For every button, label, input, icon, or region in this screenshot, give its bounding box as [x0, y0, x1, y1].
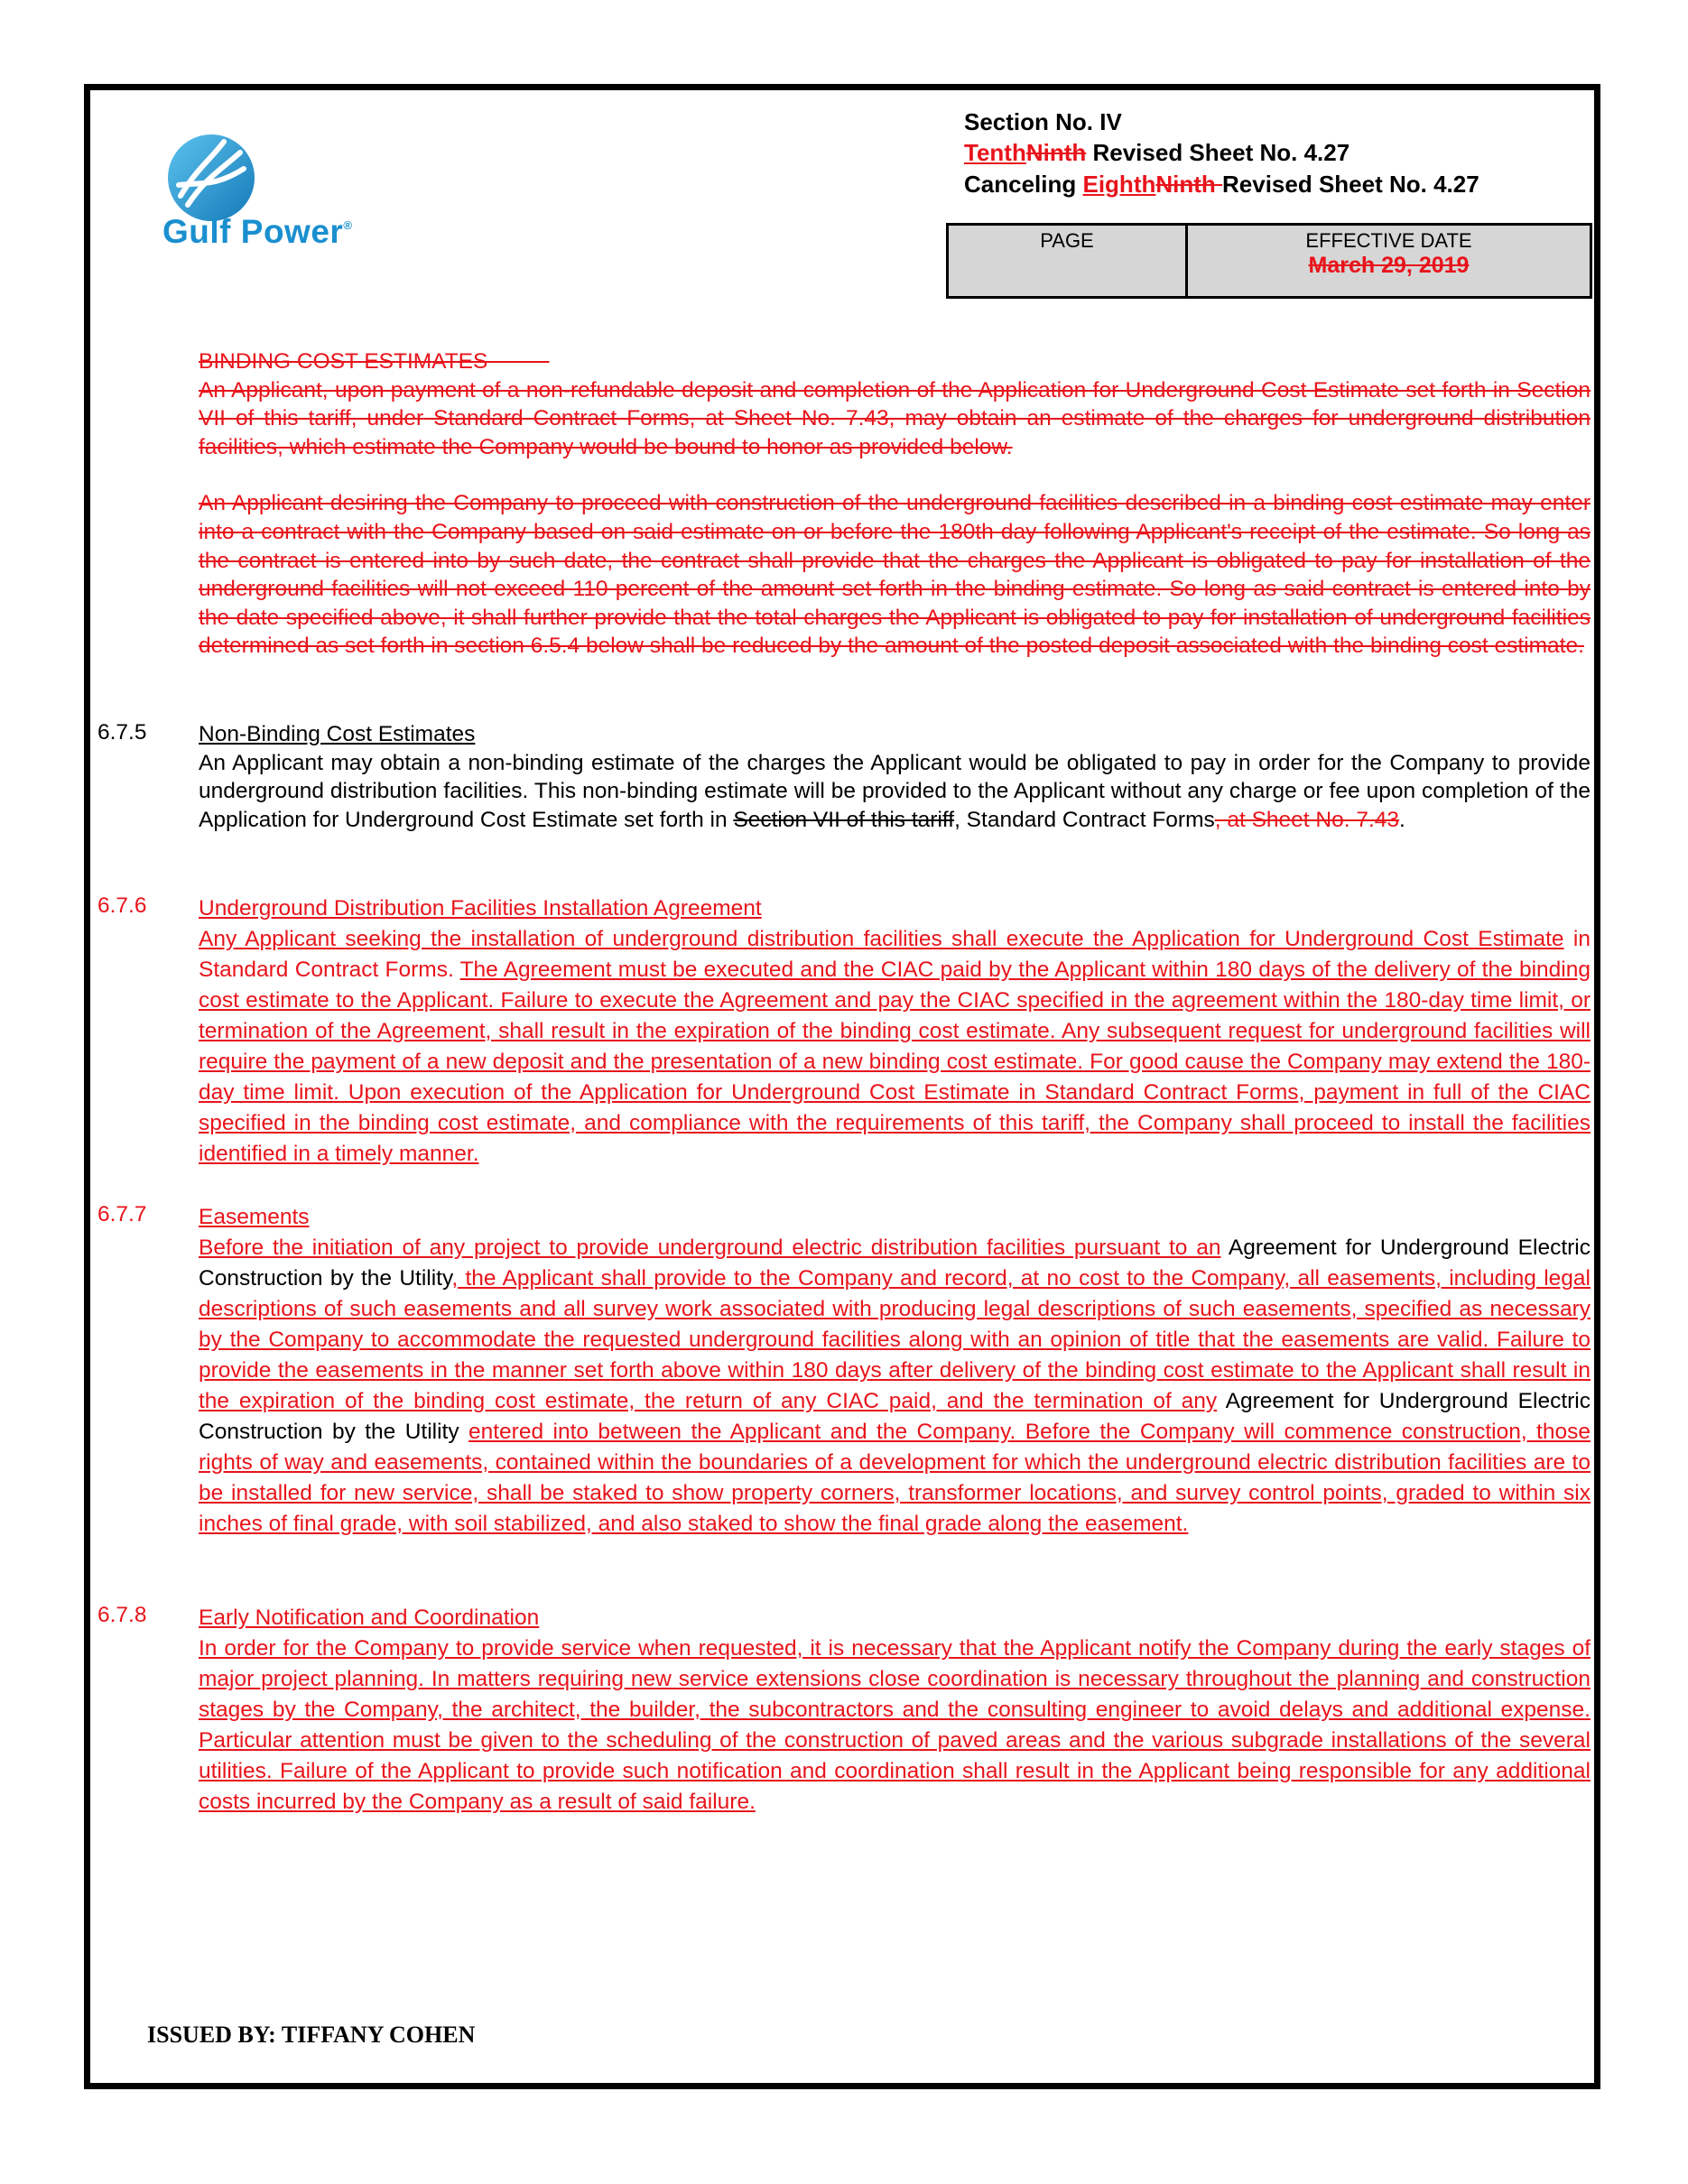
section-number: Section No. IV: [964, 108, 1122, 135]
text-6-7-7: Before the initiation of any project to provide underground electric distribution facilities pursuant to an Agreement for Underground Electric Construction by the Utility, the Applicant shall provide to the Company and record, at no cost to the Company, all easements, including legal descriptions of such easements and all survey work associated with producing legal descriptions of such easements, specified as necessary by the Company to accommodate the requested underground facilities along with an opinion of title that the easements are valid. Failure to provide the easements in the manner set forth above within 180 days after delivery of the binding cost estimate to the Applicant shall result in the expiration of the binding cost estimate, the return of any CIAC paid, and the termination of any Agreement for Underground Electric Construction by the Utility entered into between the Applicant and the Company. Before the Company will commence construction, those rights of way and easements, contained within the boundaries of a development for which the underground electric distribution facilities are to be installed for new service, shall be staked to show property corners, transformer locations, and survey control points, graded to within six inches of final grade, with soil stabilized, and also staked to show the final grade along the easement.: [199, 1235, 1591, 1536]
issued-by: ISSUED BY: TIFFANY COHEN: [147, 2022, 476, 2048]
section-number-6-7-7: 6.7.7: [97, 1202, 147, 1226]
page-effective-box: [946, 223, 1592, 299]
page-cell: PAGE: [949, 226, 1188, 296]
section-number-6-7-8: 6.7.8: [97, 1603, 147, 1627]
text-6-7-6: Any Applicant seeking the installation of underground distribution facilities shall execute the Application for Underground Cost Estimate in Standard Contract Forms. The Agreement must be executed and the CIAC paid by the Applicant within 180 days of the delivery of the binding cost estimate to the Applicant. Failure to execute the Agreement and pay the CIAC specified in the agreement within the 180-day time limit, or termination of the Agreement, shall result in the expiration of the binding cost estimate. Any subsequent request for underground facilities will require the payment of a new deposit and the presentation of a new binding cost estimate. For good cause the Company may extend the 180-day time limit. Upon execution of the Application for Underground Cost Estimate in Standard Contract Forms, payment in full of the CIAC specified in the binding cost estimate, and compliance with the requirements of this tariff, the Company shall proceed to install the facilities identified in a timely manner.: [199, 927, 1591, 1166]
revised-sheet: TenthNinth Revised Sheet No. 4.27: [964, 139, 1350, 166]
text-6-7-8: In order for the Company to provide service when requested, it is necessary that the Applicant notify the Company during the early stages of major project planning. In matters requiring new service extensions close coordination is necessary throughout the planning and construction stages by the Company, the architect, the builder, the subcontractors and the consulting engineer to avoid delays and additional expense. Particular attention must be given to the scheduling of the construction of paved areas and the various subgrade installations of the several utilities. Failure of the Applicant to provide such notification and coordination shall result in the Applicant being responsible for any additional costs incurred by the Company as a result of said failure.: [199, 1636, 1591, 1814]
logo-wordmark: Gulf Power®: [162, 213, 353, 250]
effective-date: March 29, 2019: [1308, 253, 1470, 278]
section-number-6-7-6: 6.7.6: [97, 893, 147, 918]
heading-6-7-7: Easements: [199, 1205, 310, 1229]
heading-6-7-8: Early Notification and Coordination: [199, 1606, 540, 1630]
deleted-paragraph-2: An Applicant desiring the Company to proceed with construction of the underground facilities described in a binding cost estimate may enter into a contract with the Company based on said estimate on or before the 180th day following Applicant's receipt of the estimate. So long as the contract is entered into by such date, the contract shall provide that the charges the Applicant is obligated to pay for installation of the underground facilities will not exceed 110 percent of the amount set forth in the binding estimate. So long as said contract is entered into by the date specified above, it shall further provide that the total charges the Applicant is obligated to pay for installation of underground facilities determined as set forth in section 6.5.4 below shall be reduced by the amount of the posted deposit associated with the binding cost estimate.: [199, 491, 1591, 659]
deleted-heading: BINDING COST ESTIMATES: [199, 349, 488, 374]
deleted-paragraph-1: An Applicant, upon payment of a non-refundable deposit and completion of the Application for Underground Cost Estimate set forth in Section VII of this tariff, under Standard Contract Forms, at Sheet No. 7.43, may obtain an estimate of the charges for underground distribution facilities, which estimate the Company would be bound to honor as provided below.: [199, 377, 1591, 459]
text-6-7-5: An Applicant may obtain a non-binding estimate of the charges the Applicant would be obligated to pay in order for the Company to provide underground distribution facilities. This non-binding estimate will be provided to the Applicant without any charge or fee upon completion of the Application for Underground Cost Estimate set forth in Section VII of this tariff, Standard Contract Forms, at Sheet No. 7.43.: [199, 750, 1591, 832]
heading-6-7-5: Non-Binding Cost Estimates: [199, 722, 476, 746]
canceling-sheet: Canceling EighthNinth Revised Sheet No. 4.27: [964, 171, 1479, 198]
effective-date-cell: EFFECTIVE DATE March 29, 2019: [1188, 226, 1590, 296]
heading-6-7-6: Underground Distribution Facilities Installation Agreement: [199, 896, 762, 921]
section-number-6-7-5: 6.7.5: [97, 720, 147, 745]
